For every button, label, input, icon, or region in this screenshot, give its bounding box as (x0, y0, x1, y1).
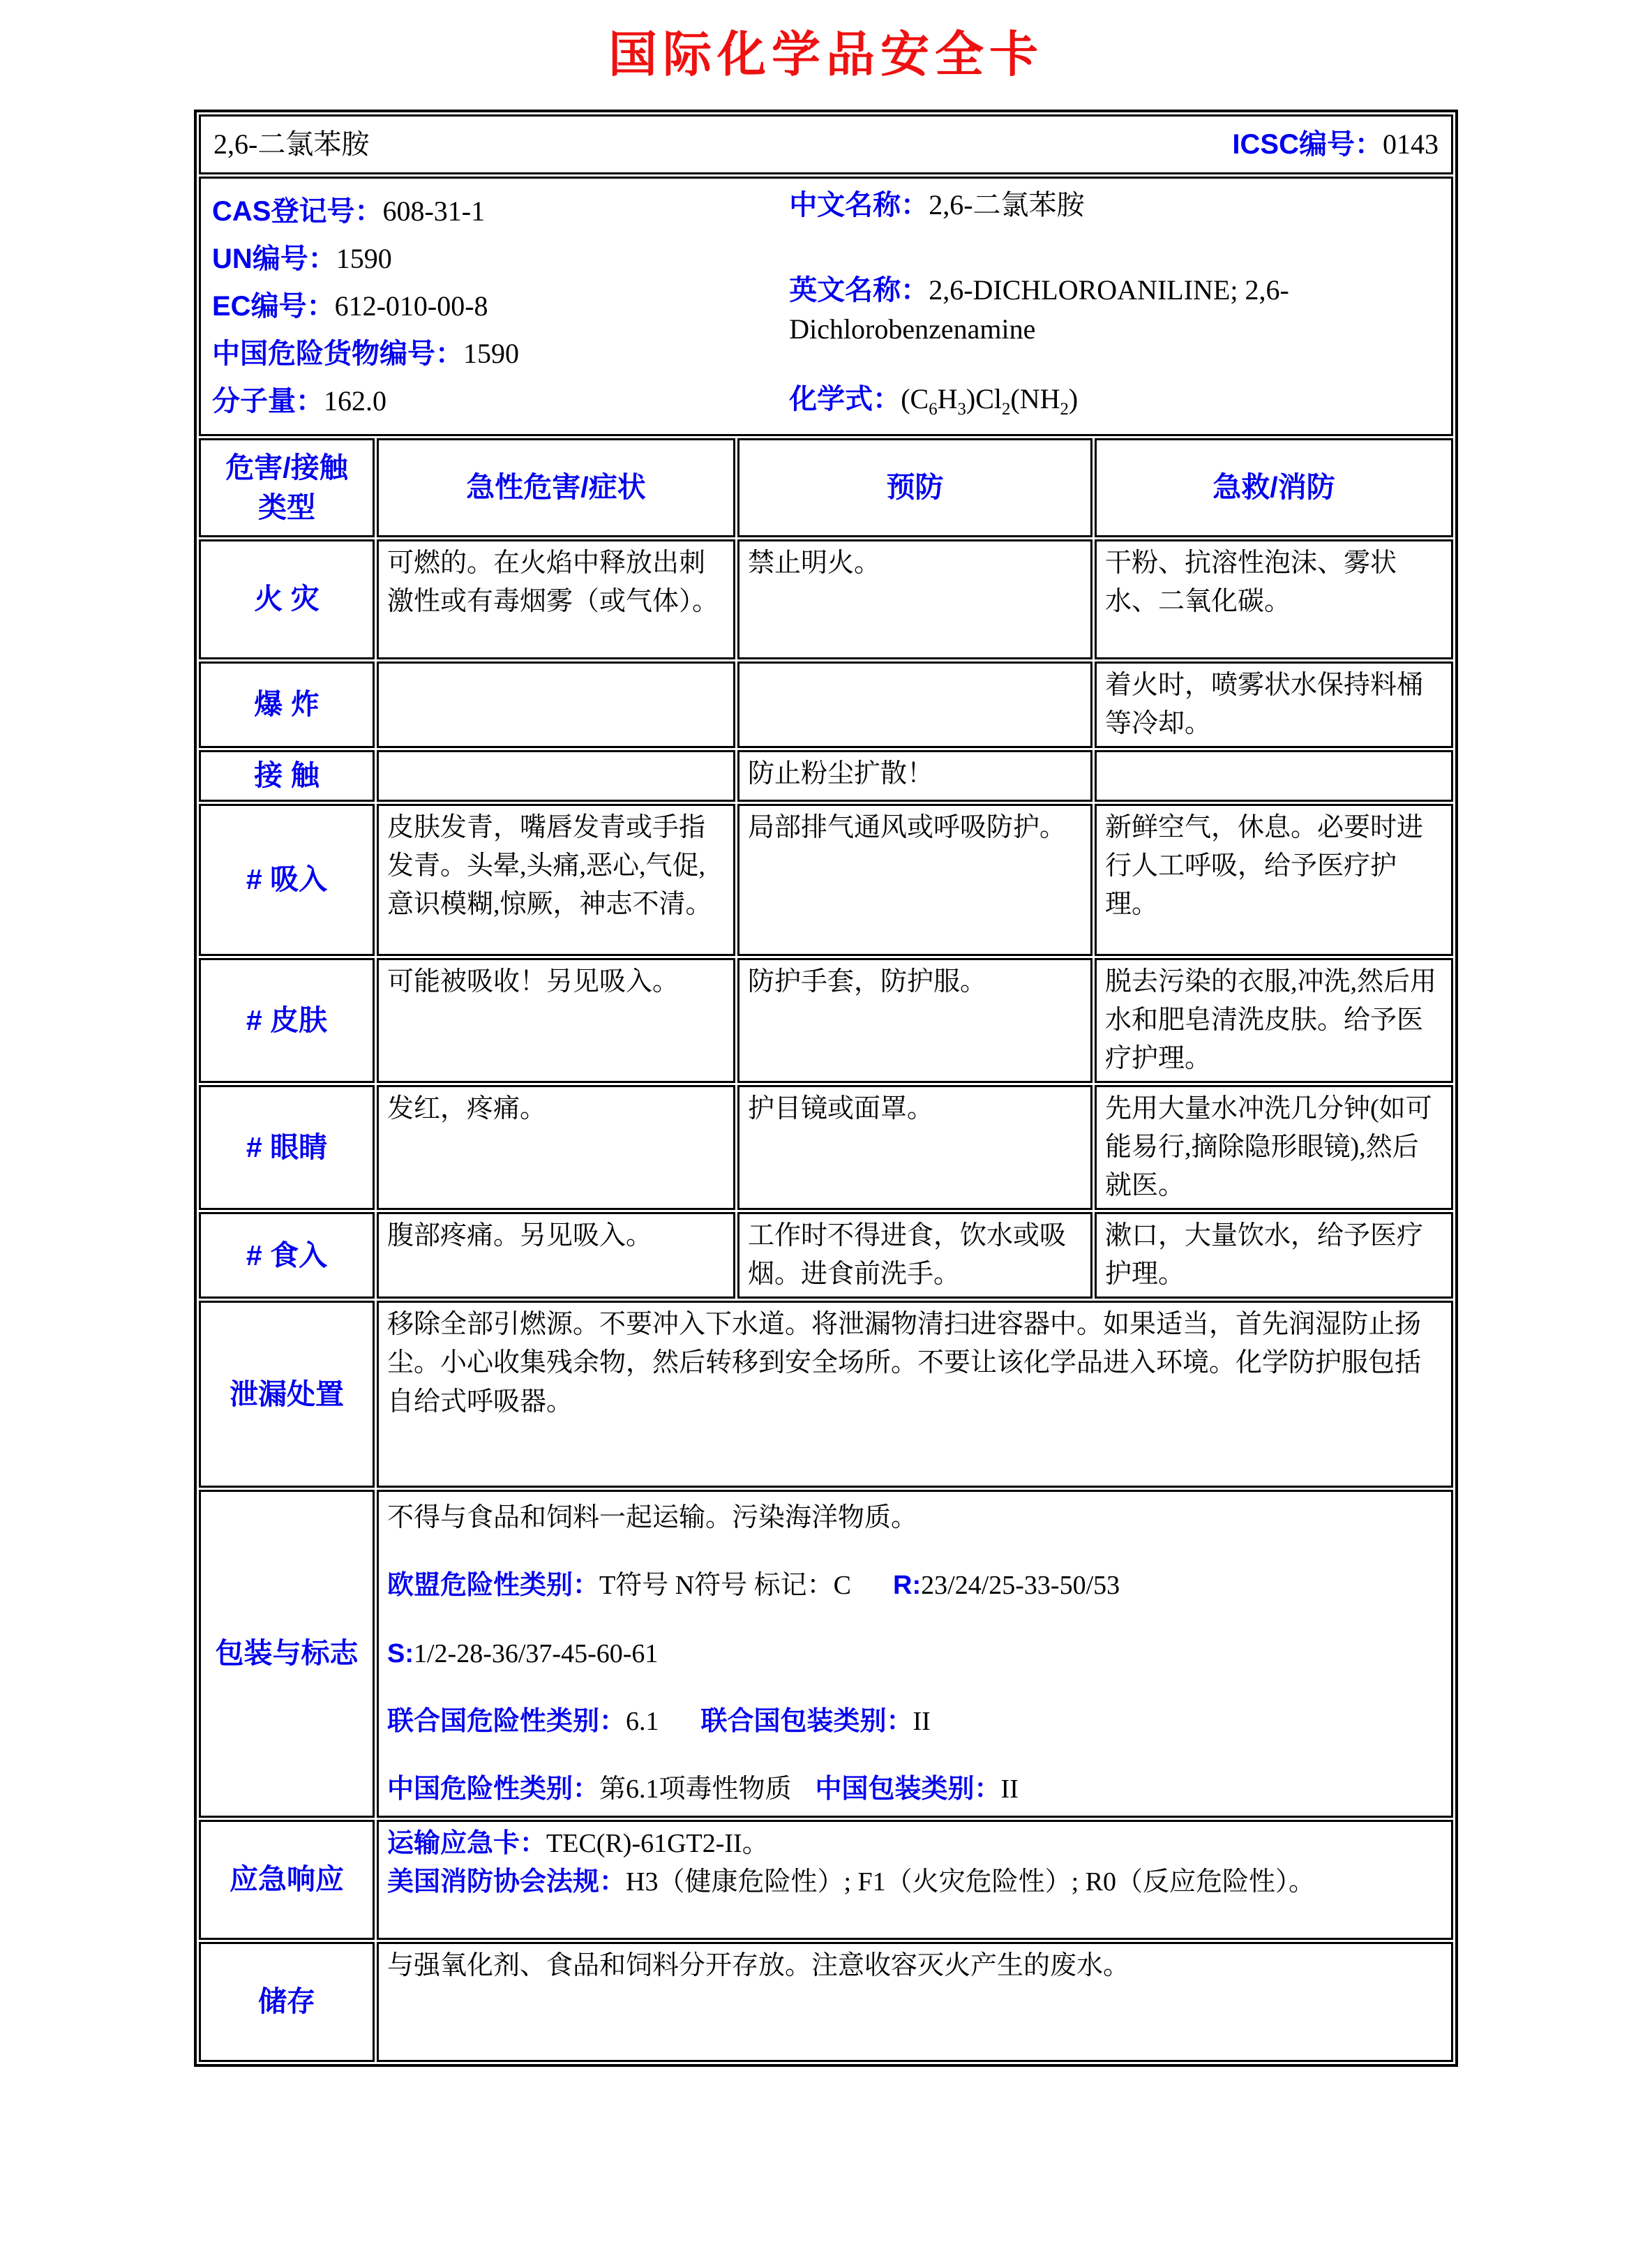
cas-number-line: CAS登记号：608-31-1 (212, 195, 486, 227)
table-row-explosion (199, 662, 1453, 748)
hazard-table-header-row (199, 438, 1453, 537)
eyes-prevention: 护目镜或面罩。 (737, 1085, 1092, 1210)
section-row-packaging (199, 1490, 1453, 1817)
emergency-tec-line: 运输应急卡：TEC(R)-61GT2-II。 (387, 1828, 769, 1858)
fire-symptoms: 可燃的。在火焰中释放出刺激性或有毒烟雾（或气体）。 (377, 539, 735, 659)
ec-number-line: EC编号：612-010-00-8 (212, 290, 488, 322)
row-label-ingestion: # 食入 (199, 1212, 375, 1299)
eyes-symptoms: 发红，疼痛。 (377, 1085, 735, 1210)
table-row-fire (199, 539, 1453, 659)
packaging-transport-note: 不得与食品和饲料一起运输。污染海洋物质。 (387, 1503, 918, 1533)
identifiers-left-column (212, 186, 789, 427)
spill-text: 移除全部引燃源。不要冲入下水道。将泄漏物清扫进容器中。如果适当，首先润湿防止扬尘。小心收集残余物，然后转移到安全场所。不要让该化学品进入环境。化学防护服包括自给式呼吸器。 (377, 1301, 1453, 1488)
section-row-spill (199, 1301, 1453, 1488)
explosion-symptoms (377, 662, 735, 748)
contact-response (1095, 750, 1453, 801)
inhalation-symptoms: 皮肤发青，嘴唇发青或手指发青。头晕,头痛,恶心,气促,意识模糊,惊厥，神志不清。 (377, 804, 735, 956)
fire-prevention: 禁止明火。 (737, 539, 1092, 659)
row-label-eyes: # 眼睛 (199, 1085, 375, 1210)
packaging-un-line: 联合国危险性类别：6.1 联合国包装类别：II (387, 1706, 931, 1736)
section-row-storage (199, 1942, 1453, 2062)
header-prevention: 预防 (737, 438, 1092, 537)
un-number-line: UN编号：1590 (212, 243, 392, 274)
storage-text: 与强氧化剂、食品和饲料分开存放。注意收容灭火产生的废水。 (377, 1942, 1453, 2062)
card-header-cell (199, 114, 1453, 174)
icsc-number-box (1232, 124, 1439, 165)
ingestion-symptoms: 腹部疼痛。另见吸入。 (377, 1212, 735, 1299)
inhalation-prevention: 局部排气通风或呼吸防护。 (737, 804, 1092, 956)
packaging-content (377, 1490, 1453, 1817)
table-row-contact (199, 750, 1453, 801)
explosion-response: 着火时，喷雾状水保持料桶等冷却。 (1095, 662, 1453, 748)
row-label-skin: # 皮肤 (199, 958, 375, 1083)
contact-symptoms (377, 750, 735, 801)
eyes-response: 先用大量水冲洗几分钟(如可能易行,摘除隐形眼镜),然后就医。 (1095, 1085, 1453, 1210)
section-label-spill: 泄漏处置 (199, 1301, 375, 1488)
section-label-storage: 储存 (199, 1942, 375, 2062)
card-header-row (199, 114, 1453, 174)
emergency-nfpa-line: 美国消防协会法规：H3（健康危险性）; F1（火灾危险性）; R0（反应危险性）。 (387, 1867, 1316, 1897)
molecular-weight-line: 分子量：162.0 (212, 385, 386, 417)
section-label-emergency: 应急响应 (199, 1820, 375, 1940)
contact-prevention: 防止粉尘扩散！ (737, 750, 1092, 801)
inhalation-response: 新鲜空气，休息。必要时进行人工呼吸，给予医疗护理。 (1095, 804, 1453, 956)
english-name-line: 英文名称：2,6-DICHLOROANILINE; 2,6-Dichlorobenzenamine (789, 274, 1289, 345)
row-label-inhalation: # 吸入 (199, 804, 375, 956)
fire-response: 干粉、抗溶性泡沫、雾状水、二氧化碳。 (1095, 539, 1453, 659)
section-row-emergency (199, 1820, 1453, 1940)
ingestion-prevention: 工作时不得进食，饮水或吸烟。进食前洗手。 (737, 1212, 1092, 1299)
chemical-formula: $(C_6H_3)Cl_2(NH_2)$ (901, 383, 1079, 419)
header-hazard-type: 危害/接触 类型 (199, 438, 375, 537)
packaging-eu-line: 欧盟危险性类别：T符号 N符号 标记：C R:23/24/25-33-50/53 (387, 1571, 1120, 1601)
section-label-packaging: 包装与标志 (199, 1490, 375, 1817)
row-label-fire: 火 灾 (199, 539, 375, 659)
identifiers-right-column (789, 186, 1440, 427)
packaging-s-line: S:1/2-28-36/37-45-60-61 (387, 1638, 659, 1668)
packaging-cn-line: 中国危险性类别：第6.1项毒性物质 中国包装类别：II (387, 1774, 1019, 1804)
china-dg-number-line: 中国危险货物编号：1590 (212, 338, 519, 369)
table-row-inhalation (199, 804, 1453, 956)
table-row-ingestion (199, 1212, 1453, 1299)
skin-symptoms: 可能被吸收！另见吸入。 (377, 958, 735, 1083)
header-acute-symptoms: 急性危害/症状 (377, 438, 735, 537)
icsc-number-value: 0143 (1383, 128, 1439, 160)
page-title: 国际化学品安全卡 (608, 25, 1044, 83)
row-label-explosion: 爆 炸 (199, 662, 375, 748)
identifiers-cell (199, 177, 1453, 436)
skin-response: 脱去污染的衣服,冲洗,然后用水和肥皂清洗皮肤。给予医疗护理。 (1095, 958, 1453, 1083)
icsc-number-label: ICSC编号： (1232, 129, 1383, 160)
skin-prevention: 防护手套，防护服。 (737, 958, 1092, 1083)
emergency-content (377, 1820, 1453, 1940)
chinese-name-line: 中文名称：2,6-二氯苯胺 (789, 189, 1085, 221)
chemical-formula-line: 化学式：$(C_6H_3)Cl_2(NH_2)$ (789, 383, 1079, 419)
ingestion-response: 漱口，大量饮水，给予医疗护理。 (1095, 1212, 1453, 1299)
chemical-name: 2,6-二氯苯胺 (213, 128, 370, 160)
explosion-prevention (737, 662, 1092, 748)
header-first-aid: 急救/消防 (1095, 438, 1453, 537)
icsc-card (194, 110, 1458, 2067)
table-row-eyes (199, 1085, 1453, 1210)
table-row-skin (199, 958, 1453, 1083)
identifiers-row (199, 177, 1453, 436)
row-label-contact: 接 触 (199, 750, 375, 801)
